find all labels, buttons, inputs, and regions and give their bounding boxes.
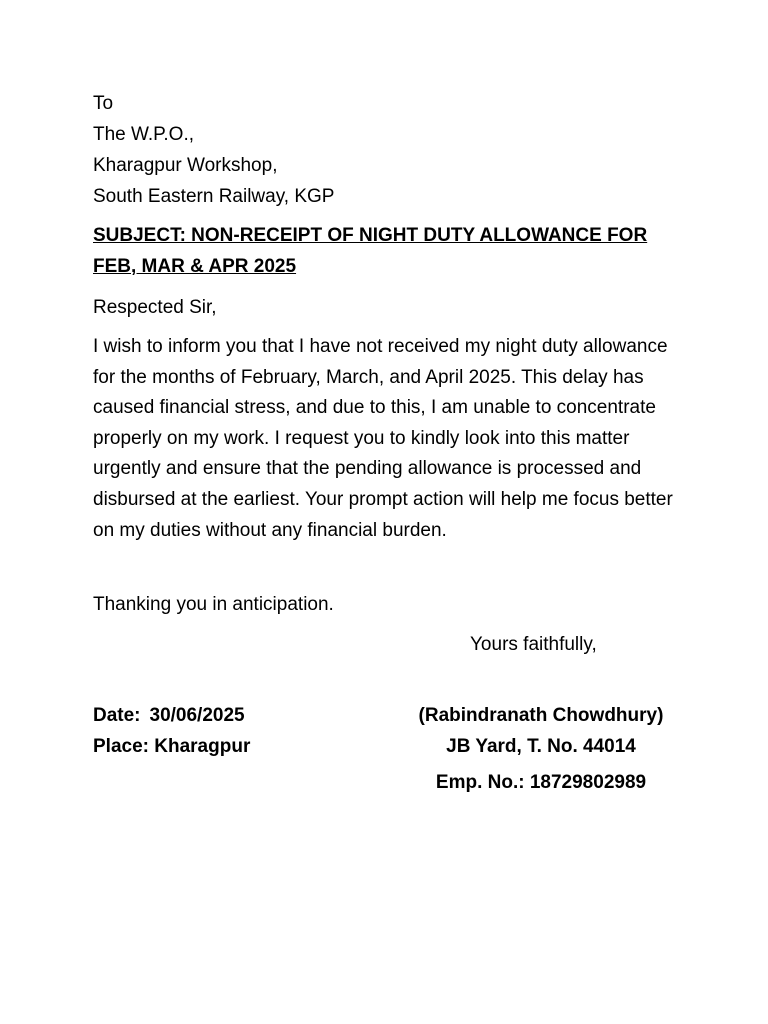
sender-location: JB Yard, T. No. 44014 xyxy=(446,736,636,757)
date-place-block xyxy=(93,700,250,762)
subject-line: SUBJECT: NON-RECEIPT OF NIGHT DUTY ALLOWANCE FOR FEB, MAR & APR 2025 xyxy=(93,225,648,277)
recipient-line-railway: South Eastern Railway, KGP xyxy=(93,186,335,207)
salutation: Respected Sir, xyxy=(93,297,217,318)
date-label: Date: xyxy=(93,705,141,726)
date-row xyxy=(93,700,250,731)
recipient-line-to: To xyxy=(93,93,114,114)
recipient-line-workshop: Kharagpur Workshop, xyxy=(93,155,278,176)
sender-name: (Rabindranath Chowdhury) xyxy=(418,705,664,726)
place-label: Place: xyxy=(93,736,149,757)
sender-emp-no: Emp. No.: 18729802989 xyxy=(435,772,647,793)
place-value: Kharagpur xyxy=(154,736,251,757)
body-paragraph: I wish to inform you that I have not received my night duty allowance for the months of February, March, and April 2025. This delay has caused financial stress, and due to this, I am unable to concentrate properly on my work. I request you to kindly look into this matter urgently and ensure that the pending allowance is processed and disbursed at the earliest. Your prompt action will help me focus better on my duties without any financial burden. xyxy=(93,336,673,541)
date-value: 30/06/2025 xyxy=(149,705,245,726)
place-row xyxy=(93,731,250,762)
sender-block xyxy=(395,700,687,798)
recipient-address xyxy=(93,88,334,212)
thanks-line: Thanking you in anticipation. xyxy=(93,594,334,615)
recipient-line-office: The W.P.O., xyxy=(93,124,195,145)
closing-line: Yours faithfully, xyxy=(470,634,597,655)
